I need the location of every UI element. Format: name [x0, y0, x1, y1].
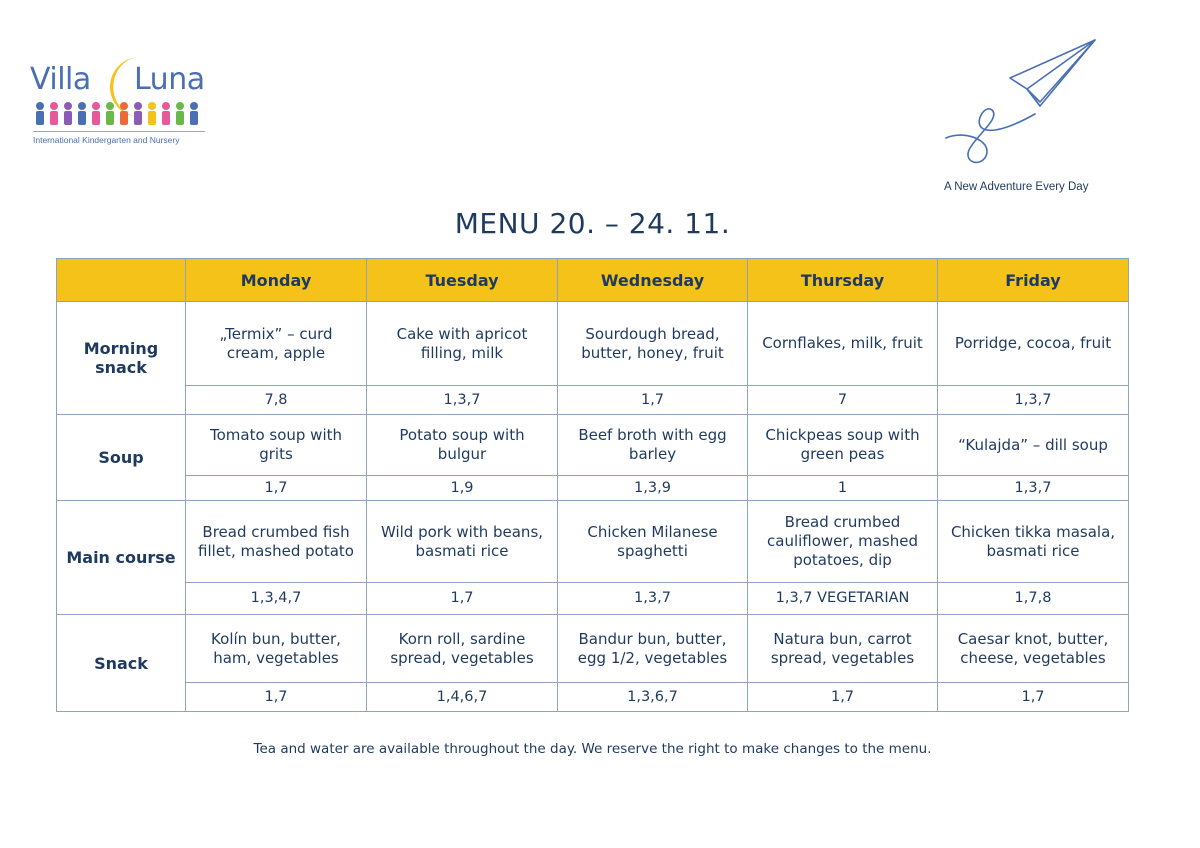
dish-cell: Cake with apricot filling, milk: [367, 302, 558, 386]
logo-brand-villa: Villa: [30, 62, 91, 97]
logo-brand-luna: Luna: [134, 62, 205, 97]
dish-cell: Caesar knot, butter, cheese, vegetables: [938, 615, 1129, 683]
allergen-cell: 1,3,7: [938, 476, 1129, 501]
table-header-row: [57, 259, 1129, 302]
logo-subtitle: International Kindergarten and Nursery: [33, 135, 180, 145]
allergen-cell: 1,7: [186, 683, 367, 712]
allergen-cell: 1,3,6,7: [558, 683, 748, 712]
dish-cell: Chicken tikka masala, basmati rice: [938, 501, 1129, 583]
meal-name: Main course: [57, 501, 186, 615]
children-figures-icon: [34, 100, 204, 128]
allergen-cell: 1,9: [367, 476, 558, 501]
day-header: Thursday: [748, 259, 938, 302]
allergen-cell: 1,3,7 VEGETARIAN: [748, 583, 938, 615]
table-row: [57, 386, 1129, 415]
dish-cell: Bread crumbed fish fillet, mashed potato: [186, 501, 367, 583]
allergen-cell: 1,7: [558, 386, 748, 415]
table-row: [57, 302, 1129, 386]
allergen-cell: 1,3,7: [367, 386, 558, 415]
logo-divider: [33, 131, 205, 132]
allergen-cell: 1,7: [186, 476, 367, 501]
dish-cell: Porridge, cocoa, fruit: [938, 302, 1129, 386]
table-row: [57, 583, 1129, 615]
allergen-cell: 1,7,8: [938, 583, 1129, 615]
day-header: Monday: [186, 259, 367, 302]
allergen-cell: 1,7: [748, 683, 938, 712]
dish-cell: Bread crumbed cauliflower, mashed potatoes, dip: [748, 501, 938, 583]
dish-cell: Korn roll, sardine spread, vegetables: [367, 615, 558, 683]
villa-luna-logo: [30, 55, 220, 150]
allergen-cell: 1,7: [367, 583, 558, 615]
paper-plane-icon: [940, 36, 1100, 171]
dish-cell: „Termix” – curd cream, apple: [186, 302, 367, 386]
menu-table: [56, 258, 1129, 712]
meal-name: Morning snack: [57, 302, 186, 415]
allergen-cell: 1,7: [938, 683, 1129, 712]
dish-cell: Kolín bun, butter, ham, vegetables: [186, 615, 367, 683]
allergen-cell: 1: [748, 476, 938, 501]
dish-cell: Potato soup with bulgur: [367, 415, 558, 476]
dish-cell: Wild pork with beans, basmati rice: [367, 501, 558, 583]
tagline: A New Adventure Every Day: [944, 181, 1089, 193]
table-row: [57, 615, 1129, 683]
dish-cell: Beef broth with egg barley: [558, 415, 748, 476]
dish-cell: Chicken Milanese spaghetti: [558, 501, 748, 583]
dish-cell: Tomato soup with grits: [186, 415, 367, 476]
footnote: Tea and water are available throughout the day. We reserve the right to make changes to the menu.: [253, 741, 932, 757]
meal-name: Soup: [57, 415, 186, 501]
page-title: MENU 20. – 24. 11.: [454, 207, 731, 240]
dish-cell: Natura bun, carrot spread, vegetables: [748, 615, 938, 683]
table-row: [57, 501, 1129, 583]
allergen-cell: 1,4,6,7: [367, 683, 558, 712]
day-header: Wednesday: [558, 259, 748, 302]
dish-cell: Bandur bun, butter, egg 1/2, vegetables: [558, 615, 748, 683]
allergen-cell: 7,8: [186, 386, 367, 415]
dish-cell: Chickpeas soup with green peas: [748, 415, 938, 476]
table-row: [57, 683, 1129, 712]
dish-cell: Sourdough bread, butter, honey, fruit: [558, 302, 748, 386]
meal-name: Snack: [57, 615, 186, 712]
allergen-cell: 7: [748, 386, 938, 415]
allergen-cell: 1,3,7: [938, 386, 1129, 415]
table-row: [57, 415, 1129, 476]
corner-cell: [57, 259, 186, 302]
allergen-cell: 1,3,4,7: [186, 583, 367, 615]
allergen-cell: 1,3,7: [558, 583, 748, 615]
allergen-cell: 1,3,9: [558, 476, 748, 501]
dish-cell: Cornflakes, milk, fruit: [748, 302, 938, 386]
dish-cell: “Kulajda” – dill soup: [938, 415, 1129, 476]
table-row: [57, 476, 1129, 501]
day-header: Tuesday: [367, 259, 558, 302]
day-header: Friday: [938, 259, 1129, 302]
